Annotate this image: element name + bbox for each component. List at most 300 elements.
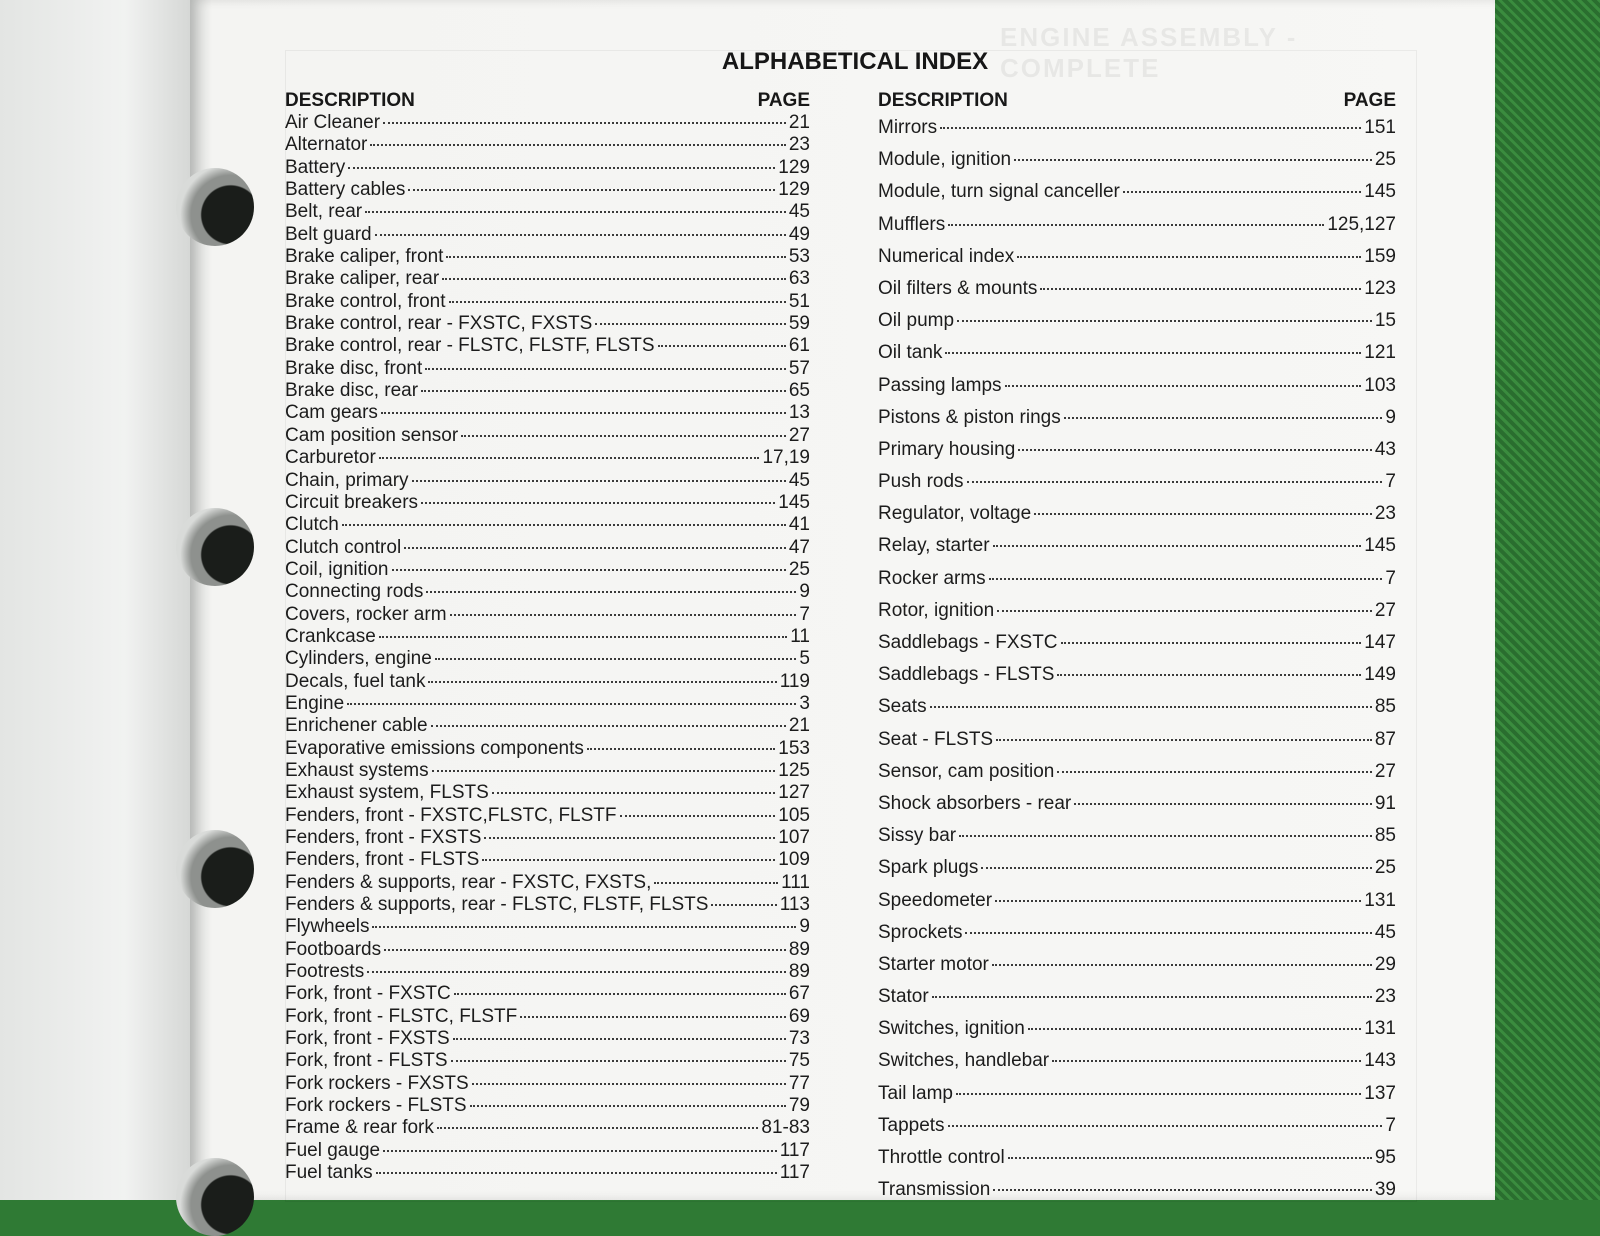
- index-entry: [878, 885, 1396, 917]
- index-entry: [285, 648, 810, 670]
- index-entry: [878, 756, 1396, 788]
- index-entry: [878, 627, 1396, 659]
- entry-page: 7: [1385, 471, 1396, 493]
- entry-page: 75: [788, 1050, 810, 1072]
- index-entry: [285, 715, 810, 737]
- index-entry: [285, 291, 810, 313]
- entry-page: 109: [778, 849, 810, 871]
- index-entry: [285, 1095, 810, 1117]
- index-entry: [878, 112, 1396, 144]
- entry-label: Push rods: [878, 471, 964, 493]
- entry-page: 7: [799, 603, 810, 625]
- index-entry: [878, 852, 1396, 884]
- entry-page: 63: [788, 268, 810, 290]
- dot-leader: [454, 993, 786, 995]
- entry-label: Sissy bar: [878, 825, 957, 847]
- entry-page: 69: [788, 1005, 810, 1027]
- index-entry: [285, 514, 810, 536]
- entry-label: Belt, rear: [285, 201, 363, 223]
- dot-leader: [595, 323, 786, 325]
- index-entry: [878, 1013, 1396, 1045]
- entry-page: 29: [1374, 953, 1396, 975]
- entry-label: Air Cleaner: [285, 112, 381, 133]
- dot-leader: [1028, 1028, 1362, 1030]
- entry-label: Footboards: [285, 938, 382, 960]
- index-entry: [878, 144, 1396, 176]
- entry-label: Exhaust systems: [285, 759, 429, 781]
- dot-leader: [381, 412, 786, 414]
- entry-page: 3: [799, 692, 810, 714]
- entry-page: 91: [1374, 792, 1396, 814]
- index-entry: [285, 313, 810, 335]
- entry-label: Fork, front - FLSTS: [285, 1050, 448, 1072]
- index-entry: [285, 1073, 810, 1095]
- index-entry: [878, 917, 1396, 949]
- dot-leader: [945, 352, 1361, 354]
- dot-leader: [442, 278, 786, 280]
- index-entry: [285, 537, 810, 559]
- entry-label: Enrichener cable: [285, 715, 428, 737]
- index-entry: [285, 693, 810, 715]
- entry-page: 147: [1364, 632, 1396, 653]
- entry-page: 7: [1385, 567, 1396, 589]
- entry-label: Primary housing: [878, 438, 1016, 460]
- index-entry: [878, 402, 1396, 434]
- index-entry: [285, 246, 810, 268]
- entry-label: Flywheels: [285, 916, 370, 938]
- entry-page: 89: [788, 961, 810, 983]
- entry-page: 57: [788, 357, 810, 379]
- dot-leader: [372, 926, 796, 928]
- dot-leader: [367, 971, 786, 973]
- entry-list: [878, 112, 1396, 1206]
- entry-page: 121: [1364, 342, 1396, 364]
- entry-page: 51: [788, 290, 810, 312]
- index-column-right: [878, 86, 1396, 1206]
- index-entry: [285, 1050, 810, 1072]
- entry-label: Coil, ignition: [285, 558, 389, 580]
- entry-label: Cam position sensor: [285, 424, 459, 446]
- index-entry: [878, 1110, 1396, 1142]
- dot-leader: [1057, 771, 1371, 773]
- entry-label: Brake caliper, front: [285, 246, 444, 268]
- entry-page: 45: [788, 201, 810, 223]
- entry-label: Fenders, front - FLSTS: [285, 849, 480, 871]
- entry-page: 137: [1364, 1082, 1396, 1104]
- dot-leader: [484, 837, 775, 839]
- index-entry: [878, 337, 1396, 369]
- page-title: ALPHABETICAL INDEX: [721, 48, 989, 75]
- entry-page: 5: [799, 648, 810, 670]
- entry-page: 45: [1374, 921, 1396, 943]
- entry-page: 159: [1364, 245, 1396, 267]
- entry-page: 17,19: [762, 447, 810, 469]
- dot-leader: [993, 545, 1362, 547]
- entry-label: Tail lamp: [878, 1082, 953, 1104]
- entry-label: Switches, ignition: [878, 1018, 1025, 1040]
- index-entry: [878, 949, 1396, 981]
- dot-leader: [453, 1038, 786, 1040]
- dot-leader: [492, 792, 776, 794]
- index-entry: [285, 581, 810, 603]
- dot-leader: [426, 591, 796, 593]
- description-header: DESCRIPTION: [878, 90, 1008, 111]
- entry-label: Clutch: [285, 514, 339, 536]
- index-entry: [285, 492, 810, 514]
- dot-leader: [437, 1127, 759, 1129]
- entry-label: Frame & rear fork: [285, 1117, 434, 1139]
- entry-page: 119: [779, 670, 810, 692]
- entry-label: Fenders & supports, rear - FLSTC, FLSTF, FLSTS: [285, 894, 709, 916]
- index-entry: [878, 563, 1396, 595]
- index-entry: [285, 134, 810, 156]
- dot-leader: [365, 211, 786, 213]
- page-header: PAGE: [757, 90, 810, 111]
- entry-label: Saddlebags - FXSTC: [878, 632, 1058, 653]
- entry-label: Brake disc, front: [285, 357, 423, 379]
- index-entry: [878, 1142, 1396, 1174]
- entry-page: 117: [779, 1139, 810, 1161]
- entry-page: 7: [1385, 1114, 1396, 1136]
- entry-label: Engine: [285, 692, 345, 714]
- entry-page: 89: [788, 938, 810, 960]
- entry-page: 145: [1364, 535, 1396, 557]
- entry-label: Fork rockers - FLSTS: [285, 1095, 467, 1117]
- entry-page: 67: [788, 983, 810, 1005]
- entry-label: Passing lamps: [878, 374, 1002, 396]
- index-entry: [878, 241, 1396, 273]
- dot-leader: [587, 748, 775, 750]
- dot-leader: [431, 725, 786, 727]
- entry-page: 53: [788, 246, 810, 268]
- entry-label: Oil pump: [878, 310, 955, 332]
- entry-page: 27: [1374, 760, 1396, 782]
- entry-page: 73: [788, 1028, 810, 1050]
- binder-hole: [176, 508, 254, 586]
- entry-label: Evaporative emissions components: [285, 737, 584, 759]
- index-entry: [285, 805, 810, 827]
- entry-label: Brake disc, rear: [285, 380, 419, 402]
- index-entry: [285, 157, 810, 179]
- index-entry: [285, 224, 810, 246]
- entry-label: Brake caliper, rear: [285, 268, 440, 290]
- entry-page: 149: [1364, 664, 1396, 686]
- entry-page: 107: [778, 827, 810, 848]
- dot-leader: [965, 932, 1371, 934]
- entry-page: 125: [778, 759, 810, 781]
- entry-label: Crankcase: [285, 625, 376, 647]
- index-entry: [878, 1174, 1396, 1206]
- dot-leader: [383, 122, 786, 124]
- index-entry: [285, 402, 810, 424]
- entry-page: 43: [1374, 438, 1396, 460]
- index-entry: [285, 358, 810, 380]
- dot-leader: [446, 256, 785, 258]
- entry-page: 15: [1374, 310, 1396, 332]
- entry-label: Regulator, voltage: [878, 503, 1032, 525]
- entry-page: 49: [788, 223, 810, 245]
- entry-label: Footrests: [285, 961, 365, 983]
- index-entry: [285, 983, 810, 1005]
- dot-leader: [379, 457, 760, 459]
- index-entry: [285, 671, 810, 693]
- index-entry: [878, 498, 1396, 530]
- entry-page: 9: [799, 916, 810, 938]
- dot-leader: [383, 1150, 777, 1152]
- dot-leader: [1064, 417, 1383, 419]
- dot-leader: [449, 301, 786, 303]
- entry-label: Circuit breakers: [285, 491, 419, 513]
- index-entry: [285, 1140, 810, 1162]
- entry-label: Shock absorbers - rear: [878, 792, 1072, 814]
- index-entry: [878, 691, 1396, 723]
- entry-page: 123: [1364, 277, 1396, 299]
- entry-label: Seat - FLSTS: [878, 728, 994, 750]
- dot-leader: [1123, 191, 1361, 193]
- index-entry: [878, 724, 1396, 756]
- dot-leader: [425, 368, 786, 370]
- entry-page: 23: [1374, 986, 1396, 1008]
- index-entry: [285, 1117, 810, 1139]
- dot-leader: [620, 815, 776, 817]
- dot-leader: [482, 859, 775, 861]
- dot-leader: [932, 996, 1372, 998]
- entry-page: 25: [1374, 149, 1396, 171]
- dot-leader: [435, 658, 797, 660]
- entry-page: 21: [788, 715, 810, 737]
- index-entry: [285, 916, 810, 938]
- index-entry: [285, 201, 810, 223]
- entry-label: Fork, front - FLSTC, FLSTF: [285, 1005, 518, 1027]
- index-entry: [285, 782, 810, 804]
- entry-label: Fork rockers - FXSTS: [285, 1072, 469, 1094]
- dot-leader: [940, 127, 1361, 129]
- dot-leader: [995, 900, 1361, 902]
- index-entry: [285, 604, 810, 626]
- entry-page: 111: [781, 871, 810, 893]
- entry-page: 9: [1385, 406, 1396, 428]
- index-entry: [285, 559, 810, 581]
- entry-page: 125,127: [1327, 213, 1396, 235]
- index-entry: [878, 209, 1396, 241]
- bleed-through-header: ENGINE ASSEMBLY - COMPLETE: [1000, 22, 1298, 83]
- index-entry: [285, 961, 810, 983]
- index-entry: [878, 176, 1396, 208]
- entry-label: Spark plugs: [878, 857, 979, 879]
- entry-page: 131: [1364, 889, 1396, 911]
- index-entry: [285, 112, 810, 134]
- index-entry: [878, 820, 1396, 852]
- binder-hole: [176, 830, 254, 908]
- dot-leader: [421, 390, 786, 392]
- entry-page: 65: [788, 380, 810, 402]
- dot-leader: [342, 524, 786, 526]
- dot-leader: [1017, 256, 1361, 258]
- entry-label: Brake control, rear - FLSTC, FLSTF, FLSTS: [285, 335, 655, 357]
- index-entry: [285, 179, 810, 201]
- entry-page: 85: [1374, 696, 1396, 718]
- entry-label: Relay, starter: [878, 535, 990, 557]
- dot-leader: [948, 224, 1324, 226]
- entry-label: Fuel tanks: [285, 1162, 373, 1184]
- entry-label: Connecting rods: [285, 581, 424, 603]
- dot-leader: [421, 502, 775, 504]
- entry-label: Tappets: [878, 1114, 945, 1136]
- entry-page: 21: [788, 112, 810, 133]
- entry-page: 95: [1374, 1147, 1396, 1168]
- dot-leader: [989, 578, 1383, 580]
- binder-hole: [176, 168, 254, 246]
- dot-leader: [997, 610, 1372, 612]
- entry-label: Battery: [285, 156, 346, 178]
- index-entry: [285, 1028, 810, 1050]
- dot-leader: [450, 614, 797, 616]
- index-entry: [285, 447, 810, 469]
- dot-leader: [948, 1125, 1383, 1127]
- dot-leader: [1014, 159, 1372, 161]
- entry-label: Mufflers: [878, 213, 946, 235]
- index-entry: [285, 872, 810, 894]
- dot-leader: [384, 949, 786, 951]
- index-entry: [285, 939, 810, 961]
- index-entry: [878, 370, 1396, 402]
- index-entry: [285, 849, 810, 871]
- entry-label: Belt guard: [285, 223, 372, 245]
- entry-page: 39: [1374, 1179, 1396, 1201]
- entry-page: 153: [778, 737, 810, 759]
- entry-label: Stator: [878, 986, 929, 1008]
- dot-leader: [1052, 1060, 1361, 1062]
- entry-label: Clutch control: [285, 536, 402, 558]
- dot-leader: [432, 770, 776, 772]
- dot-leader: [1034, 513, 1372, 515]
- entry-page: 145: [1364, 181, 1396, 203]
- entry-label: Fork, front - FXSTC: [285, 983, 451, 1005]
- dot-leader: [376, 1172, 777, 1174]
- entry-label: Sprockets: [878, 921, 963, 943]
- index-entry: [878, 1078, 1396, 1110]
- index-entry: [878, 595, 1396, 627]
- grass-background: [1490, 0, 1600, 1200]
- dot-leader: [428, 681, 776, 683]
- description-header: DESCRIPTION: [285, 90, 415, 111]
- dot-leader: [470, 1105, 786, 1107]
- entry-page: 105: [778, 804, 810, 826]
- entry-page: 143: [1364, 1050, 1396, 1072]
- entry-page: 113: [779, 894, 810, 916]
- entry-label: Oil tank: [878, 342, 943, 364]
- entry-label: Fork, front - FXSTS: [285, 1028, 450, 1050]
- entry-page: 87: [1374, 728, 1396, 750]
- dot-leader: [408, 189, 775, 191]
- dot-leader: [654, 882, 778, 884]
- dot-leader: [1040, 288, 1361, 290]
- entry-page: 129: [778, 156, 810, 178]
- entry-label: Speedometer: [878, 889, 993, 911]
- entry-page: 9: [799, 581, 810, 603]
- dot-leader: [967, 481, 1383, 483]
- entry-label: Sensor, cam position: [878, 760, 1055, 782]
- dot-leader: [1018, 449, 1372, 451]
- entry-label: Module, turn signal canceller: [878, 181, 1120, 203]
- entry-label: Carburetor: [285, 447, 376, 469]
- index-entry: [878, 305, 1396, 337]
- entry-page: 131: [1364, 1018, 1396, 1040]
- dot-leader: [461, 435, 786, 437]
- index-entry: [285, 1006, 810, 1028]
- dot-leader: [711, 904, 776, 906]
- entry-label: Decals, fuel tank: [285, 670, 426, 692]
- dot-leader: [404, 547, 786, 549]
- entry-label: Oil filters & mounts: [878, 277, 1038, 299]
- dot-leader: [1074, 803, 1372, 805]
- dot-leader: [1057, 674, 1361, 676]
- index-entry: [878, 981, 1396, 1013]
- entry-label: Pistons & piston rings: [878, 406, 1061, 428]
- entry-label: Cylinders, engine: [285, 648, 432, 670]
- entry-label: Fenders & supports, rear - FXSTC, FXSTS,: [285, 871, 652, 893]
- index-entry: [878, 788, 1396, 820]
- dot-leader: [992, 964, 1372, 966]
- index-entry: [285, 760, 810, 782]
- dot-leader: [520, 1016, 786, 1018]
- entry-label: Fenders, front - FXSTC,FLSTC, FLSTF: [285, 804, 617, 826]
- dot-leader: [379, 636, 787, 638]
- entry-page: 23: [1374, 503, 1396, 525]
- index-entry: [878, 1045, 1396, 1077]
- dot-leader: [993, 1189, 1372, 1191]
- index-entry: [285, 470, 810, 492]
- dot-leader: [1008, 1157, 1372, 1159]
- entry-label: Brake control, rear - FXSTC, FXSTS: [285, 313, 593, 335]
- entry-label: Throttle control: [878, 1147, 1005, 1168]
- index-entry: [285, 425, 810, 447]
- dot-leader: [347, 703, 796, 705]
- entry-page: 59: [788, 313, 810, 335]
- entry-label: Numerical index: [878, 245, 1015, 267]
- entry-list: [285, 112, 810, 1185]
- dot-leader: [370, 144, 785, 146]
- entry-page: 151: [1364, 117, 1396, 138]
- dot-leader: [1005, 385, 1362, 387]
- entry-page: 23: [788, 134, 810, 156]
- index-entry: [285, 335, 810, 357]
- dot-leader: [472, 1083, 786, 1085]
- index-entry: [878, 273, 1396, 305]
- entry-label: Mirrors: [878, 117, 938, 138]
- entry-page: 25: [788, 558, 810, 580]
- index-entry: [285, 894, 810, 916]
- index-entry: [285, 626, 810, 648]
- index-column-left: [285, 86, 810, 1185]
- index-entry: [285, 268, 810, 290]
- entry-page: 81-83: [761, 1117, 810, 1139]
- index-entry: [285, 827, 810, 849]
- index-entry: [285, 380, 810, 402]
- dot-leader: [957, 320, 1372, 322]
- entry-label: Battery cables: [285, 179, 406, 201]
- index-entry: [878, 530, 1396, 562]
- entry-label: Covers, rocker arm: [285, 603, 447, 625]
- entry-page: 27: [1374, 599, 1396, 621]
- entry-page: 77: [788, 1072, 810, 1094]
- entry-label: Fuel gauge: [285, 1139, 381, 1161]
- dot-leader: [930, 706, 1372, 708]
- entry-page: 61: [788, 335, 810, 357]
- entry-page: 85: [1374, 825, 1396, 847]
- dot-leader: [375, 234, 786, 236]
- dot-leader: [451, 1060, 786, 1062]
